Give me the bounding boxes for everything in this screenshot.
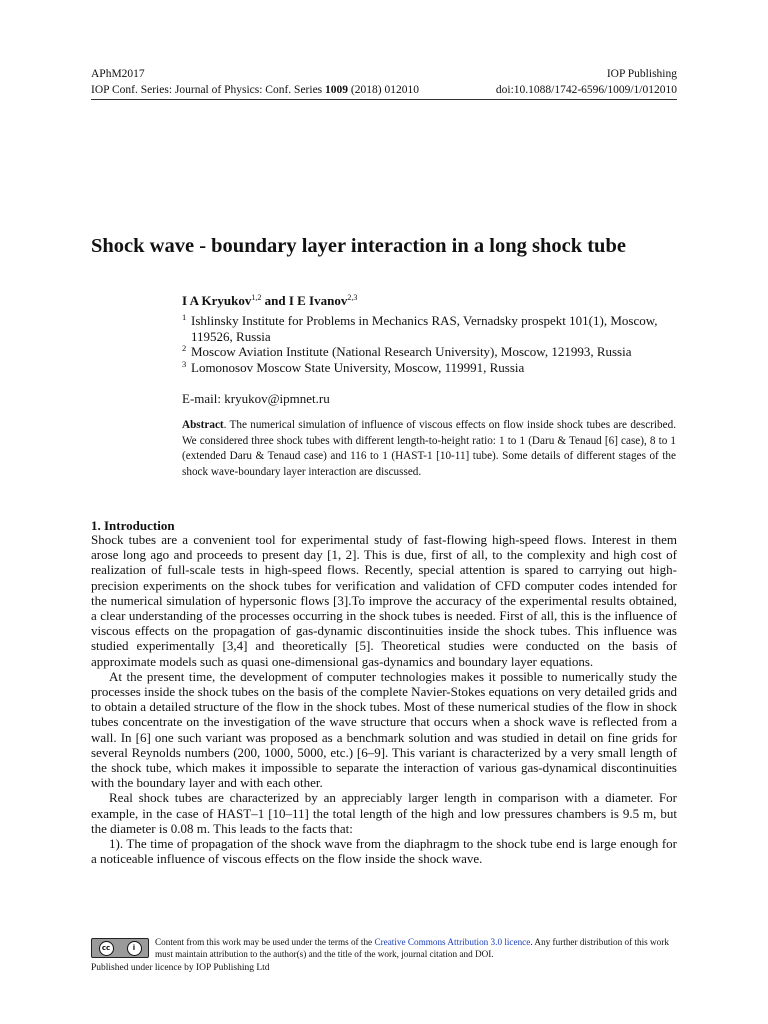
body-text — [91, 532, 677, 866]
abstract — [182, 418, 676, 480]
paragraph-2: At the present time, the development of computer technologies makes it possible to numerically study the processes inside the shock tubes on the basis of the complete Navier-Stokes equations on very detailed grids and to obtain a detailed structure of the flow in the shock tubes. Most of these numerical studies of the flow in shock tubes concentrate on the investigation of the wave structure that occurs when a shock wave is reflected from a wall. In [6] one such variant was proposed as a benchmark solution and was studied in detail on fine grids for several Reynolds numbers (200, 1000, 5000, etc.) [6–9]. This variant is characterized by a very small length of the shock tube, which makes it impossible to separate the interaction of various gas-dynamical discontinuities with the boundary layer and with each other. — [91, 668, 677, 791]
abstract-label: Abstract — [182, 419, 224, 431]
abstract-text: . The numerical simulation of influence of viscous effects on flow inside shock tubes are described. We considered three shock tubes with different length-to-height ratio: 1 to 1 (Daru & Tenaud [6] case), 8 to 1 (extended Daru & Tenaud case) and 116 to 1 (HAST-1 [10-11] tube). Some details of different stages of the shock wave-boundary layer interaction are discussed. — [182, 419, 676, 478]
contact-email[interactable]: E-mail: kryukov@ipmnet.ru — [182, 391, 330, 406]
author-line: I A Kryukov$^{1,2}$ and I E Ivanov$^{2,3}$ — [182, 293, 358, 308]
publisher-name: IOP Publishing — [606, 68, 677, 80]
published-notice: Published under licence by IOP Publishing Ltd — [91, 963, 270, 973]
cc-icon: cc — [99, 941, 114, 956]
section-heading-introduction: 1. Introduction — [91, 518, 175, 533]
paragraph-3: Real shock tubes are characterized by an appreciably larger length in comparison with a diameter. For example, in the case of HAST–1 [10–11] the total length of the high and low pressures chambers is 9.5 m, but the diameter is 0.08 m. This leads to the facts that: — [91, 790, 677, 836]
affiliation-2: 2 Moscow Aviation Institute (National Research University), Moscow, 121993, Russia — [182, 343, 632, 359]
series-citation: IOP Conf. Series: Journal of Physics: Conf. Series 1009 (2018) 012010 — [91, 84, 419, 96]
header-rule — [91, 99, 677, 100]
series-line — [91, 83, 677, 97]
volume-number: 1009 — [325, 84, 349, 96]
doi-text[interactable]: doi:10.1088/1742-6596/1009/1/012010 — [495, 84, 677, 96]
affiliation-3: 3 Lomonosov Moscow State University, Moscow, 119991, Russia — [182, 358, 525, 375]
attribution-icon: i — [127, 941, 142, 956]
cc-license-link[interactable]: Creative Commons Attribution 3.0 licence — [374, 937, 531, 947]
paper-title: Shock wave - boundary layer interaction in a long shock tube — [91, 235, 626, 257]
paragraph-1: Shock tubes are a convenient tool for experimental study of fast-flowing high-speed flows. Interest in them arose long ago and proceeds to present day [1, 2]. This is due, first of all, to the complexity and high cost of realization of full-scale tests in high-speed flows. Recently, special attention is spared to carrying out high-precision experiments on the shock tubes for verification and validation of CFD computer codes intended for the numerical simulation of hypersonic flows [3].To improve the accuracy of the experimental results obtained, a clear understanding of the processes occurring in the shock tubes is needed. First of all, this is the influence of viscous effects on the propagation of gas-dynamic discontinuities inside the shock tubes. This influence was studied experimentally [3,4] and theoretically [5]. Theoretical studies were conducted on the basis of approximate models such as quasi one-dimensional gas-dynamics and boundary layer equations. — [91, 532, 677, 669]
paragraph-4: 1). The time of propagation of the shock wave from the diaphragm to the shock tube end is large enough for a noticeable influence of viscous effects on the flow inside the shock wave. — [91, 836, 677, 867]
affiliations — [182, 313, 682, 375]
cc-by-license-icon[interactable] — [91, 938, 149, 958]
conference-name: APhM2017 — [91, 68, 145, 80]
running-header — [91, 67, 677, 81]
license-text: Content from this work may be used under the terms of the Creative Commons Attribution 3.0 licence. Any further distribution of this work must maintain attribution to the author(s) and the title of the work, journal citation and DOI. — [155, 937, 669, 959]
affiliation-1: 1 Ishlinsky Institute for Problems in Mechanics RAS, Vernadsky prospekt 101(1), Moscow, 119526, Russia — [182, 312, 658, 344]
